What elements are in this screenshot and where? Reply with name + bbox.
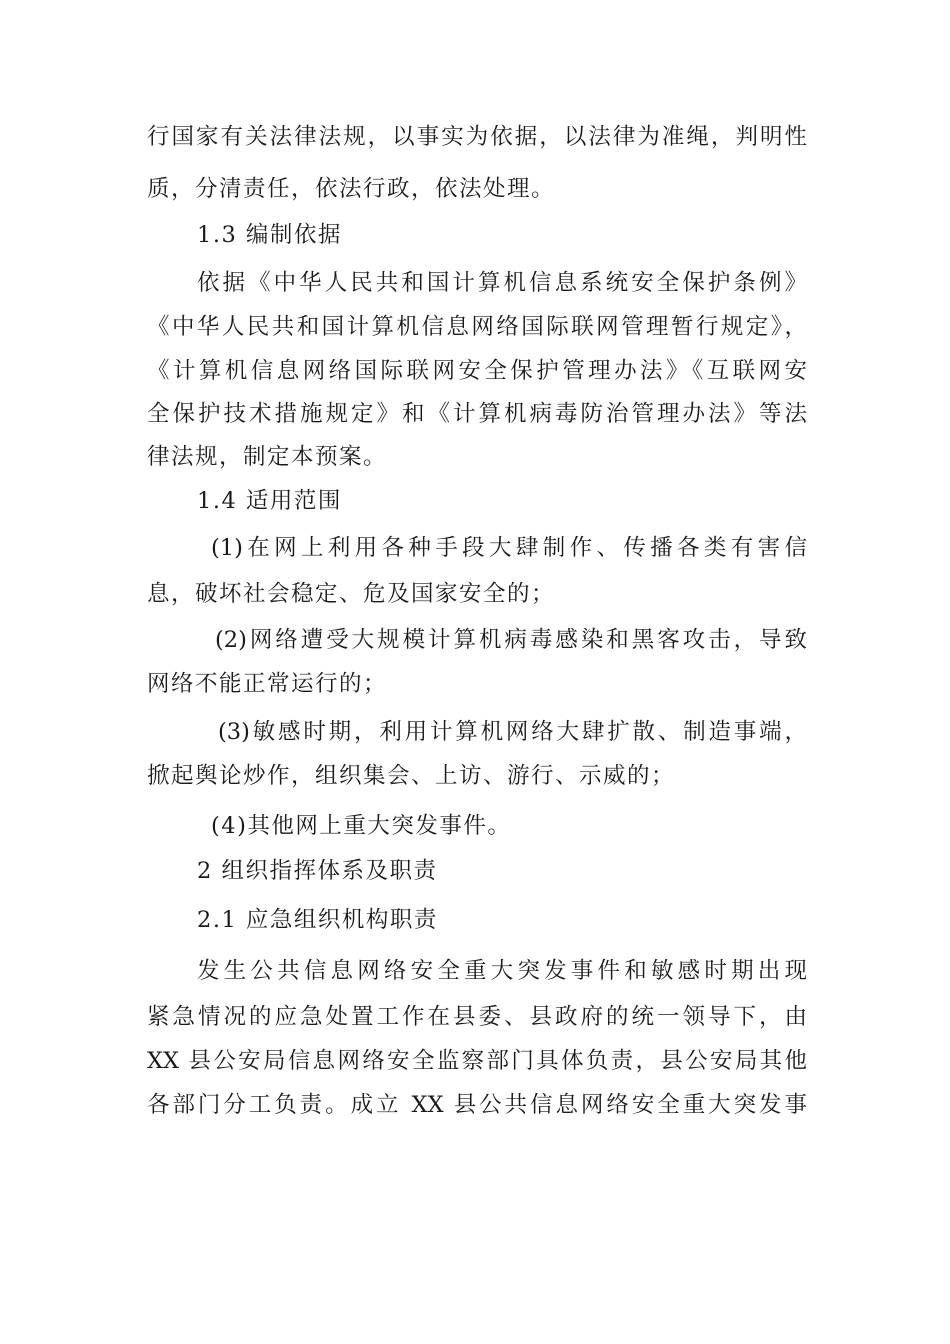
paragraph-line-4: 依据《中华人民共和国计算机信息系统安全保护条例》 <box>197 270 807 296</box>
section-heading-1-4: 1.4 适用范围 <box>197 488 342 514</box>
list-item-4: (4)其他网上重大突发事件。 <box>211 813 512 839</box>
list-item-1-line-2: 息，破坏社会稳定、危及国家安全的； <box>147 581 556 607</box>
paragraph-line-22: 各部门分工负责。成立 XX 县公共信息网络安全重大突发事 <box>147 1092 807 1118</box>
paragraph-line-6: 《计算机信息网络国际联网安全保护管理办法》《互联网安 <box>147 358 807 384</box>
paragraph-line-5: 《中华人民共和国计算机信息网络国际联网管理暂行规定》， <box>147 314 807 340</box>
paragraph-line-20: 紧急情况的应急处置工作在县委、县政府的统一领导下，由 <box>147 1004 807 1030</box>
paragraph-line-7: 全保护技术措施规定》和《计算机病毒防治管理办法》等法 <box>147 401 807 427</box>
section-heading-2-1: 2.1 应急组织机构职责 <box>197 907 438 933</box>
paragraph-line-21: XX 县公安局信息网络安全监察部门具体负责，县公安局其他 <box>147 1048 807 1074</box>
list-item-1-line-1: (1)在网上利用各种手段大肆制作、传播各类有害信 <box>211 535 807 561</box>
list-item-3-line-2: 掀起舆论炒作，组织集会、上访、游行、示威的； <box>147 763 676 789</box>
paragraph-line-1: 行国家有关法律法规，以事实为依据，以法律为准绳，判明性 <box>147 124 807 150</box>
list-item-2-line-2: 网络不能正常运行的； <box>147 671 388 697</box>
paragraph-line-19: 发生公共信息网络安全重大突发事件和敏感时期出现 <box>197 958 807 984</box>
paragraph-line-2: 质，分清责任，依法行政，依法处理。 <box>147 176 556 202</box>
section-heading-1-3: 1.3 编制依据 <box>197 222 342 248</box>
section-heading-2: 2 组织指挥体系及职责 <box>197 858 438 884</box>
list-item-2-line-1: (2)网络遭受大规模计算机病毒感染和黑客攻击，导致 <box>215 627 807 653</box>
paragraph-line-8: 律法规，制定本预案。 <box>147 444 388 470</box>
list-item-3-line-1: (3)敏感时期，利用计算机网络大肆扩散、制造事端， <box>218 719 807 745</box>
